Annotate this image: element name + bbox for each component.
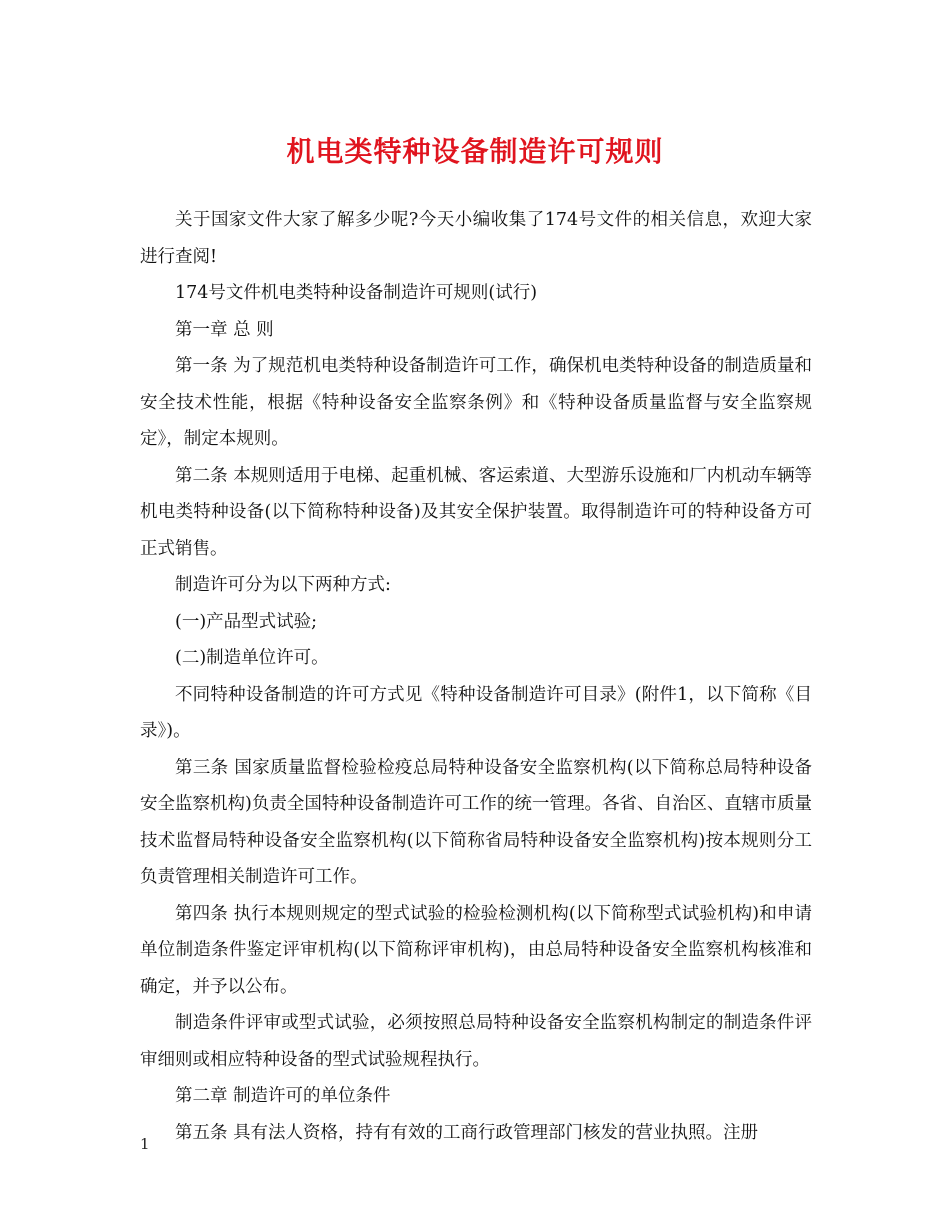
article-4: 第四条 执行本规则规定的型式试验的检验检测机构(以下简称型式试验机构)和申请单位制造条件鉴定评审机构(以下简称评审机构)，由总局特种设备安全监察机构核准和确定，并予以公布。: [140, 903, 812, 997]
article-3: 第三条 国家质量监督检验检疫总局特种设备安全监察机构(以下简称总局特种设备安全监察机构)负责全国特种设备制造许可工作的统一管理。各省、自治区、直辖市质量技术监督局特种设备安全监察机构(以下简称省局特种设备安全监察机构)按本规则分工负责管理相关制造许可工作。: [140, 757, 812, 887]
chapter-1-heading: 第一章 总 则: [175, 319, 274, 340]
license-methods-intro: 制造许可分为以下两种方式:: [175, 575, 391, 595]
document-body: [140, 202, 812, 1151]
paragraph-intro: 关于国家文件大家了解多少呢?今天小编收集了174号文件的相关信息，欢迎大家进行查阅!: [140, 210, 812, 267]
article-2: 第二条 本规则适用于电梯、起重机械、客运索道、大型游乐设施和厂内机动车辆等机电类特种设备(以下简称特种设备)及其安全保护装置。取得制造许可的特种设备方可正式销售。: [140, 465, 812, 559]
article-1: 第一条 为了规范机电类特种设备制造许可工作，确保机电类特种设备的制造质量和安全技术性能，根据《特种设备安全监察条例》和《特种设备质量监督与安全监察规定》，制定本规则。: [140, 356, 812, 449]
article-4-note: 制造条件评审或型式试验，必须按照总局特种设备安全监察机构制定的制造条件评审细则或相应特种设备的型式试验规程执行。: [140, 1013, 812, 1070]
document-title: 机电类特种设备制造许可规则: [286, 135, 664, 168]
license-methods-note: 不同特种设备制造的许可方式见《特种设备制造许可目录》(附件1，以下简称《目录》)。: [140, 684, 812, 741]
paragraph-doc-name: 174号文件机电类特种设备制造许可规则(试行): [175, 283, 538, 303]
license-method-2: (二)制造单位许可。: [175, 648, 329, 668]
license-method-1: (一)产品型式试验;: [175, 611, 318, 632]
article-5: 第五条 具有法人资格，持有有效的工商行政管理部门核发的营业执照。注册: [175, 1122, 759, 1143]
page-number: 1: [140, 1135, 150, 1153]
chapter-2-heading: 第二章 制造许可的单位条件: [175, 1086, 391, 1106]
